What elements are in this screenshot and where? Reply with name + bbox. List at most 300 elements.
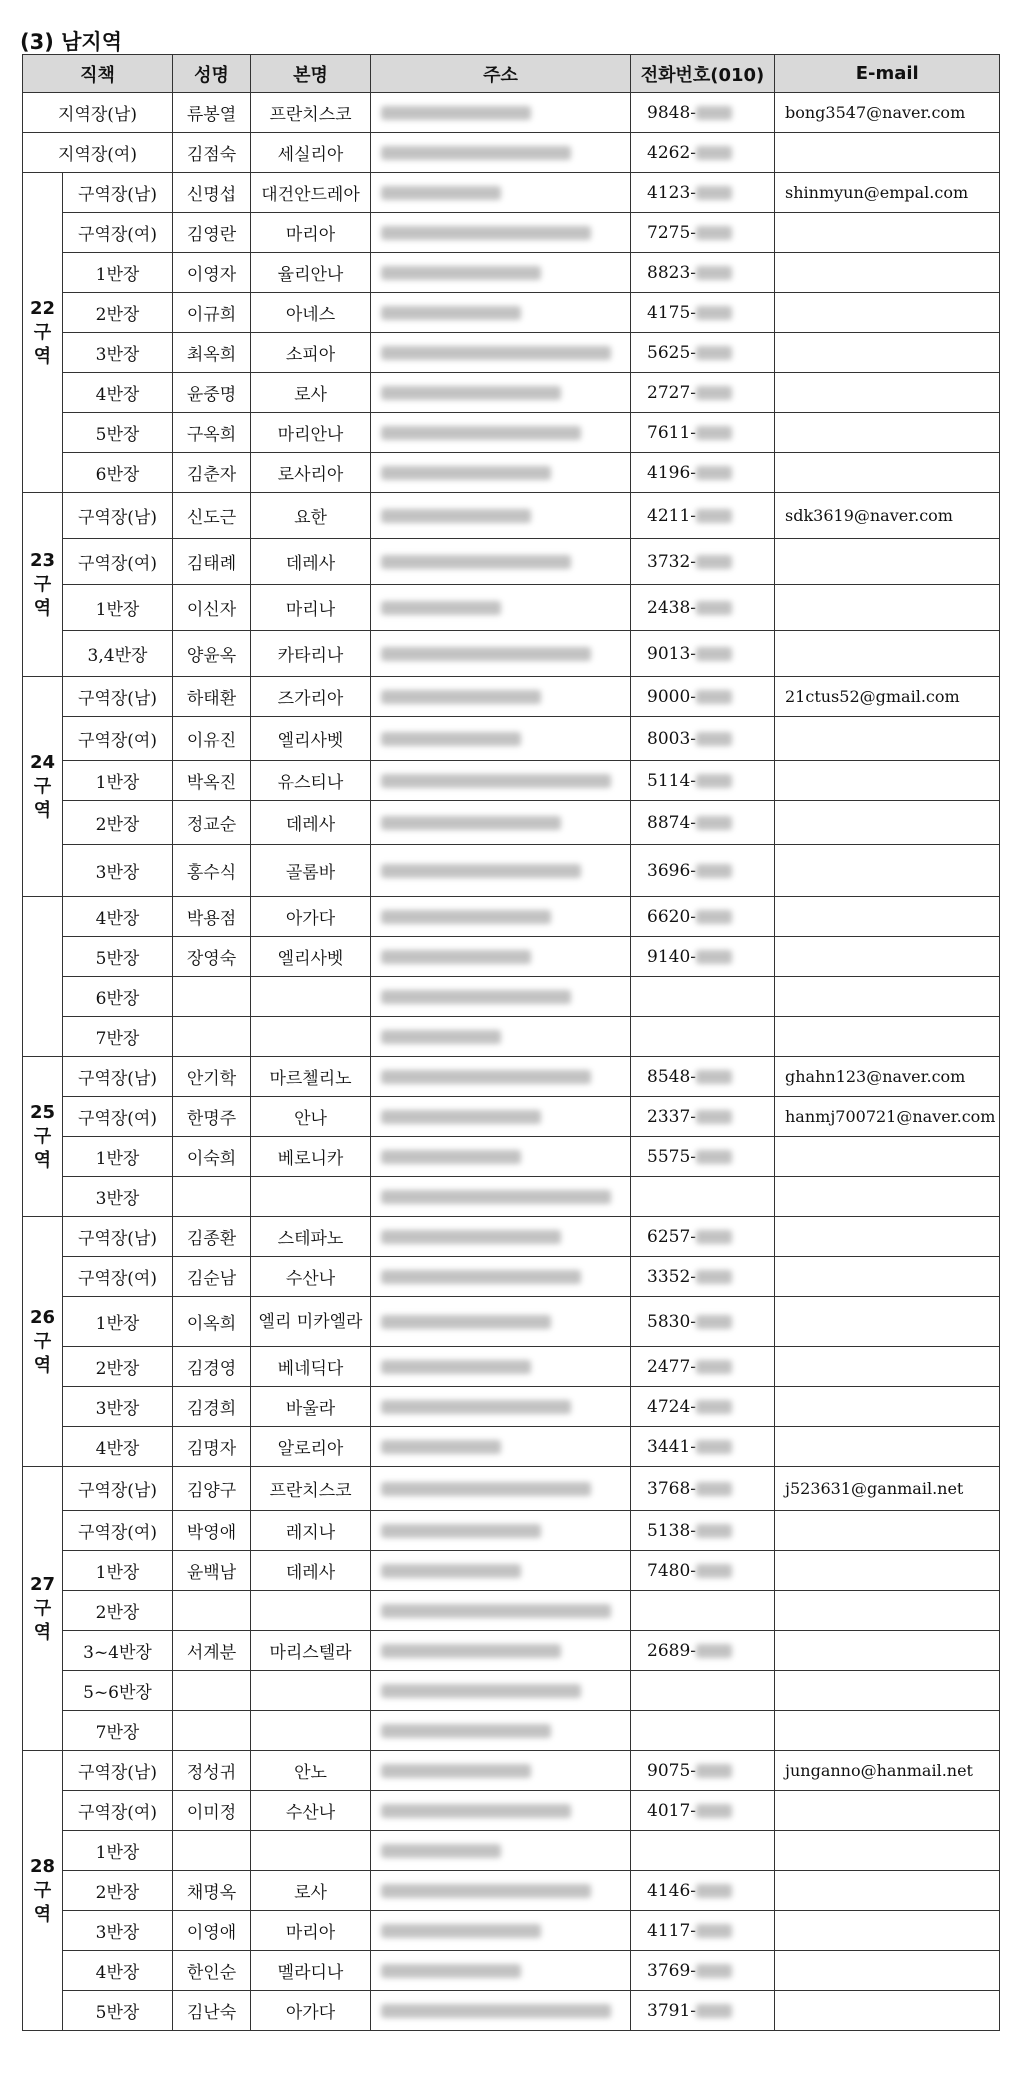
phone-cell: [631, 1831, 775, 1871]
email-cell: [775, 1137, 1000, 1177]
baptismal-name-cell: 세실리아: [251, 133, 371, 173]
phone-prefix: 3696-: [647, 860, 697, 881]
table-row: [23, 133, 1000, 173]
role-cell: 1반장: [63, 761, 173, 801]
baptismal-name-cell: 안노: [251, 1751, 371, 1791]
header-name: 성명: [173, 55, 251, 93]
baptismal-name-cell: 로사: [251, 373, 371, 413]
email-cell: [775, 413, 1000, 453]
baptismal-name-cell: 베네딕다: [251, 1347, 371, 1387]
redacted-address-blur: [381, 1524, 541, 1538]
redacted-address-blur: [381, 647, 591, 661]
address-cell-redacted: [371, 493, 631, 539]
address-cell-redacted: [371, 717, 631, 761]
email-cell: [775, 1911, 1000, 1951]
redacted-phone-blur: [696, 950, 732, 964]
address-cell-redacted: [371, 897, 631, 937]
name-cell: 이유진: [173, 717, 251, 761]
name-cell: [173, 1591, 251, 1631]
baptismal-name-cell: 엘리사벳: [251, 717, 371, 761]
phone-cell: [631, 897, 775, 937]
name-cell: 윤백남: [173, 1551, 251, 1591]
table-row: [23, 253, 1000, 293]
district-label-cell: [23, 897, 63, 1057]
redacted-phone-blur: [696, 466, 732, 480]
name-cell: 한인순: [173, 1951, 251, 1991]
address-cell-redacted: [371, 1751, 631, 1791]
role-cell: 6반장: [63, 453, 173, 493]
address-cell-redacted: [371, 1831, 631, 1871]
email-cell: [775, 1551, 1000, 1591]
name-cell: 정성귀: [173, 1751, 251, 1791]
redacted-phone-blur: [696, 1440, 732, 1454]
address-cell-redacted: [371, 1217, 631, 1257]
redacted-address-blur: [381, 386, 561, 400]
phone-prefix: 8874-: [647, 812, 697, 833]
redacted-phone-blur: [696, 732, 732, 746]
phone-cell: [631, 1911, 775, 1951]
role-cell: 4반장: [63, 373, 173, 413]
name-cell: 김종환: [173, 1217, 251, 1257]
phone-cell: [631, 1427, 775, 1467]
email-cell: [775, 333, 1000, 373]
baptismal-name-cell: 요한: [251, 493, 371, 539]
directory-table: [22, 54, 1000, 2031]
redacted-address-blur: [381, 509, 531, 523]
baptismal-name-cell: 레지나: [251, 1511, 371, 1551]
name-cell: 김영란: [173, 213, 251, 253]
baptismal-name-cell: 데레사: [251, 1551, 371, 1591]
role-cell: 3반장: [63, 845, 173, 897]
redacted-address-blur: [381, 1924, 541, 1938]
name-cell: 이미정: [173, 1791, 251, 1831]
table-row: [23, 717, 1000, 761]
phone-prefix: 2477-: [647, 1356, 697, 1377]
phone-cell: [631, 1217, 775, 1257]
baptismal-name-cell: [251, 1831, 371, 1871]
address-cell-redacted: [371, 1017, 631, 1057]
address-cell-redacted: [371, 1871, 631, 1911]
table-row: [23, 1427, 1000, 1467]
role-cell: 구역장(남): [63, 173, 173, 213]
baptismal-name-cell: 안나: [251, 1097, 371, 1137]
table-row: [23, 585, 1000, 631]
table-row: [23, 1467, 1000, 1511]
phone-prefix: 4146-: [647, 1880, 697, 1901]
name-cell: 이영자: [173, 253, 251, 293]
email-cell: [775, 845, 1000, 897]
email-cell: [775, 1511, 1000, 1551]
table-header-row: [23, 55, 1000, 93]
table-row: [23, 1951, 1000, 1991]
redacted-address-blur: [381, 1724, 551, 1738]
email-cell: shinmyun@empal.com: [775, 173, 1000, 213]
email-cell: [775, 717, 1000, 761]
email-cell: [775, 1177, 1000, 1217]
phone-prefix: 8548-: [647, 1066, 697, 1087]
phone-cell: [631, 761, 775, 801]
role-cell: 5반장: [63, 937, 173, 977]
baptismal-name-cell: 엘리사벳: [251, 937, 371, 977]
email-cell: bong3547@naver.com: [775, 93, 1000, 133]
table-row: [23, 1631, 1000, 1671]
phone-cell: [631, 133, 775, 173]
email-cell: [775, 253, 1000, 293]
redacted-phone-blur: [696, 690, 732, 704]
role-cell: 2반장: [63, 1591, 173, 1631]
phone-prefix: 5114-: [647, 770, 697, 791]
baptismal-name-cell: [251, 1177, 371, 1217]
email-cell: [775, 1017, 1000, 1057]
redacted-address-blur: [381, 1400, 571, 1414]
phone-prefix: 6257-: [647, 1226, 697, 1247]
address-cell-redacted: [371, 761, 631, 801]
redacted-phone-blur: [696, 1564, 732, 1578]
role-cell: 2반장: [63, 293, 173, 333]
phone-cell: [631, 977, 775, 1017]
district-label-cell: 27구역: [23, 1467, 63, 1751]
role-cell: 7반장: [63, 1711, 173, 1751]
address-cell-redacted: [371, 1347, 631, 1387]
role-cell: 구역장(여): [63, 717, 173, 761]
redacted-phone-blur: [696, 816, 732, 830]
baptismal-name-cell: 마리스텔라: [251, 1631, 371, 1671]
table-row: [23, 761, 1000, 801]
address-cell-redacted: [371, 173, 631, 213]
email-cell: [775, 937, 1000, 977]
name-cell: [173, 1671, 251, 1711]
email-cell: [775, 1297, 1000, 1347]
address-cell-redacted: [371, 1097, 631, 1137]
name-cell: 채명옥: [173, 1871, 251, 1911]
phone-prefix: 5830-: [647, 1311, 697, 1332]
name-cell: 최옥희: [173, 333, 251, 373]
redacted-address-blur: [381, 732, 521, 746]
table-row: [23, 897, 1000, 937]
name-cell: 김양구: [173, 1467, 251, 1511]
email-cell: ghahn123@naver.com: [775, 1057, 1000, 1097]
phone-cell: [631, 213, 775, 253]
phone-cell: [631, 93, 775, 133]
role-cell: 3~4반장: [63, 1631, 173, 1671]
redacted-phone-blur: [696, 186, 732, 200]
header-role: 직책: [23, 55, 173, 93]
address-cell-redacted: [371, 1791, 631, 1831]
baptismal-name-cell: 유스티나: [251, 761, 371, 801]
address-cell-redacted: [371, 1297, 631, 1347]
role-cell: 2반장: [63, 1871, 173, 1911]
table-row: [23, 1057, 1000, 1097]
phone-cell: [631, 1551, 775, 1591]
role-cell: 1반장: [63, 585, 173, 631]
phone-prefix: 3791-: [647, 2000, 697, 2021]
name-cell: [173, 1177, 251, 1217]
address-cell-redacted: [371, 1511, 631, 1551]
redacted-phone-blur: [696, 1764, 732, 1778]
table-row: [23, 453, 1000, 493]
email-cell: [775, 761, 1000, 801]
phone-cell: [631, 1097, 775, 1137]
email-cell: hanmj700721@naver.com: [775, 1097, 1000, 1137]
phone-cell: [631, 677, 775, 717]
redacted-address-blur: [381, 1230, 561, 1244]
phone-cell: [631, 333, 775, 373]
baptismal-name-cell: 로사리아: [251, 453, 371, 493]
role-cell: 7반장: [63, 1017, 173, 1057]
baptismal-name-cell: 아가다: [251, 1991, 371, 2031]
address-cell-redacted: [371, 631, 631, 677]
header-phone: 전화번호(010): [631, 55, 775, 93]
redacted-phone-blur: [696, 2004, 732, 2018]
table-row: [23, 1177, 1000, 1217]
email-cell: junganno@hanmail.net: [775, 1751, 1000, 1791]
email-cell: [775, 585, 1000, 631]
name-cell: 구옥희: [173, 413, 251, 453]
redacted-phone-blur: [696, 1884, 732, 1898]
name-cell: 이규희: [173, 293, 251, 333]
name-cell: [173, 1831, 251, 1871]
baptismal-name-cell: 아가다: [251, 897, 371, 937]
baptismal-name-cell: [251, 1017, 371, 1057]
table-row: [23, 1511, 1000, 1551]
redacted-address-blur: [381, 106, 531, 120]
name-cell: 이옥희: [173, 1297, 251, 1347]
address-cell-redacted: [371, 1177, 631, 1217]
redacted-phone-blur: [696, 226, 732, 240]
baptismal-name-cell: 소피아: [251, 333, 371, 373]
redacted-address-blur: [381, 910, 551, 924]
table-row: [23, 173, 1000, 213]
address-cell-redacted: [371, 373, 631, 413]
redacted-address-blur: [381, 1684, 581, 1698]
phone-cell: [631, 373, 775, 413]
role-cell: 2반장: [63, 1347, 173, 1387]
table-row: [23, 1911, 1000, 1951]
baptismal-name-cell: 바울라: [251, 1387, 371, 1427]
role-cell: 구역장(남): [63, 1057, 173, 1097]
table-row: [23, 213, 1000, 253]
name-cell: 양윤옥: [173, 631, 251, 677]
phone-prefix: 2727-: [647, 382, 697, 403]
phone-cell: [631, 1057, 775, 1097]
phone-cell: [631, 845, 775, 897]
address-cell-redacted: [371, 1631, 631, 1671]
phone-prefix: 9000-: [647, 686, 697, 707]
role-cell: 구역장(남): [63, 493, 173, 539]
address-cell-redacted: [371, 801, 631, 845]
address-cell-redacted: [371, 539, 631, 585]
phone-prefix: 2438-: [647, 597, 697, 618]
table-row: [23, 1871, 1000, 1911]
redacted-phone-blur: [696, 1804, 732, 1818]
redacted-address-blur: [381, 990, 571, 1004]
district-label-cell: 24구역: [23, 677, 63, 897]
table-row: [23, 1551, 1000, 1591]
email-cell: [775, 373, 1000, 413]
baptismal-name-cell: 수산나: [251, 1257, 371, 1297]
table-row: [23, 293, 1000, 333]
phone-cell: [631, 1177, 775, 1217]
phone-cell: [631, 1951, 775, 1991]
phone-prefix: 3441-: [647, 1436, 697, 1457]
baptismal-name-cell: 카타리나: [251, 631, 371, 677]
redacted-address-blur: [381, 690, 541, 704]
phone-cell: [631, 1871, 775, 1911]
role-cell: 구역장(여): [63, 1097, 173, 1137]
table-row: [23, 845, 1000, 897]
name-cell: 김경영: [173, 1347, 251, 1387]
phone-prefix: 9075-: [647, 1760, 697, 1781]
address-cell-redacted: [371, 1387, 631, 1427]
table-row: [23, 493, 1000, 539]
redacted-address-blur: [381, 346, 611, 360]
phone-cell: [631, 1137, 775, 1177]
phone-cell: [631, 253, 775, 293]
redacted-address-blur: [381, 146, 571, 160]
address-cell-redacted: [371, 1991, 631, 2031]
address-cell-redacted: [371, 93, 631, 133]
role-cell: 5반장: [63, 413, 173, 453]
redacted-phone-blur: [696, 426, 732, 440]
address-cell-redacted: [371, 937, 631, 977]
redacted-address-blur: [381, 1884, 591, 1898]
redacted-address-blur: [381, 864, 581, 878]
name-cell: 김태례: [173, 539, 251, 585]
baptismal-name-cell: 베로니카: [251, 1137, 371, 1177]
name-cell: 정교순: [173, 801, 251, 845]
redacted-phone-blur: [696, 1110, 732, 1124]
role-cell: 5~6반장: [63, 1671, 173, 1711]
redacted-address-blur: [381, 1804, 571, 1818]
name-cell: 신명섭: [173, 173, 251, 213]
address-cell-redacted: [371, 1671, 631, 1711]
redacted-address-blur: [381, 466, 551, 480]
baptismal-name-cell: 데레사: [251, 801, 371, 845]
address-cell-redacted: [371, 213, 631, 253]
name-cell: 김난숙: [173, 1991, 251, 2031]
redacted-address-blur: [381, 1315, 551, 1329]
redacted-address-blur: [381, 426, 581, 440]
redacted-phone-blur: [696, 774, 732, 788]
redacted-address-blur: [381, 1190, 611, 1204]
name-cell: 류봉열: [173, 93, 251, 133]
phone-cell: [631, 539, 775, 585]
role-cell: 구역장(남): [63, 1751, 173, 1791]
phone-cell: [631, 717, 775, 761]
name-cell: 박용점: [173, 897, 251, 937]
role-cell: 3반장: [63, 1177, 173, 1217]
name-cell: 신도근: [173, 493, 251, 539]
role-cell: 3반장: [63, 333, 173, 373]
table-row: [23, 1137, 1000, 1177]
redacted-address-blur: [381, 266, 541, 280]
baptismal-name-cell: 율리안나: [251, 253, 371, 293]
address-cell-redacted: [371, 977, 631, 1017]
email-cell: [775, 1347, 1000, 1387]
phone-prefix: 9013-: [647, 643, 697, 664]
phone-cell: [631, 937, 775, 977]
name-cell: 박옥진: [173, 761, 251, 801]
table-body: [23, 93, 1000, 2031]
phone-prefix: 4117-: [647, 1920, 697, 1941]
role-cell: 구역장(남): [63, 1217, 173, 1257]
table-row: [23, 1387, 1000, 1427]
name-cell: 이영애: [173, 1911, 251, 1951]
redacted-address-blur: [381, 1604, 611, 1618]
role-cell: 구역장(여): [63, 1511, 173, 1551]
email-cell: [775, 1387, 1000, 1427]
phone-prefix: 3769-: [647, 1960, 697, 1981]
table-row: [23, 413, 1000, 453]
email-cell: [775, 1591, 1000, 1631]
address-cell-redacted: [371, 845, 631, 897]
role-cell: 1반장: [63, 1551, 173, 1591]
phone-cell: [631, 585, 775, 631]
table-row: [23, 977, 1000, 1017]
district-label-cell: 25구역: [23, 1057, 63, 1217]
phone-prefix: 4017-: [647, 1800, 697, 1821]
role-cell: 1반장: [63, 1137, 173, 1177]
name-cell: 한명주: [173, 1097, 251, 1137]
baptismal-name-cell: 데레사: [251, 539, 371, 585]
redacted-address-blur: [381, 555, 571, 569]
email-cell: [775, 977, 1000, 1017]
role-cell: 구역장(여): [63, 213, 173, 253]
phone-prefix: 4196-: [647, 462, 697, 483]
baptismal-name-cell: 수산나: [251, 1791, 371, 1831]
address-cell-redacted: [371, 1257, 631, 1297]
redacted-phone-blur: [696, 601, 732, 615]
baptismal-name-cell: 로사: [251, 1871, 371, 1911]
redacted-phone-blur: [696, 1400, 732, 1414]
table-row: [23, 1831, 1000, 1871]
baptismal-name-cell: 아네스: [251, 293, 371, 333]
redacted-phone-blur: [696, 647, 732, 661]
redacted-phone-blur: [696, 1964, 732, 1978]
redacted-phone-blur: [696, 146, 732, 160]
phone-prefix: 7611-: [647, 422, 697, 443]
phone-cell: [631, 1017, 775, 1057]
name-cell: 안기학: [173, 1057, 251, 1097]
redacted-phone-blur: [696, 266, 732, 280]
table-row: [23, 1257, 1000, 1297]
address-cell-redacted: [371, 1467, 631, 1511]
header-baptismal-name: 본명: [251, 55, 371, 93]
phone-prefix: 3768-: [647, 1478, 697, 1499]
baptismal-name-cell: 멜라디나: [251, 1951, 371, 1991]
email-cell: j523631@ganmail.net: [775, 1467, 1000, 1511]
table-row: [23, 801, 1000, 845]
table-row: [23, 1097, 1000, 1137]
phone-cell: [631, 1591, 775, 1631]
name-cell: 서계분: [173, 1631, 251, 1671]
redacted-phone-blur: [696, 106, 732, 120]
role-cell: 1반장: [63, 1831, 173, 1871]
redacted-phone-blur: [696, 1070, 732, 1084]
baptismal-name-cell: 마리안나: [251, 413, 371, 453]
redacted-phone-blur: [696, 864, 732, 878]
table-row: [23, 539, 1000, 585]
redacted-address-blur: [381, 186, 501, 200]
role-cell: 5반장: [63, 1991, 173, 2031]
email-cell: [775, 539, 1000, 585]
table-row: [23, 93, 1000, 133]
name-cell: 하태환: [173, 677, 251, 717]
address-cell-redacted: [371, 1057, 631, 1097]
baptismal-name-cell: 마리나: [251, 585, 371, 631]
phone-prefix: 4211-: [647, 505, 697, 526]
phone-cell: [631, 413, 775, 453]
